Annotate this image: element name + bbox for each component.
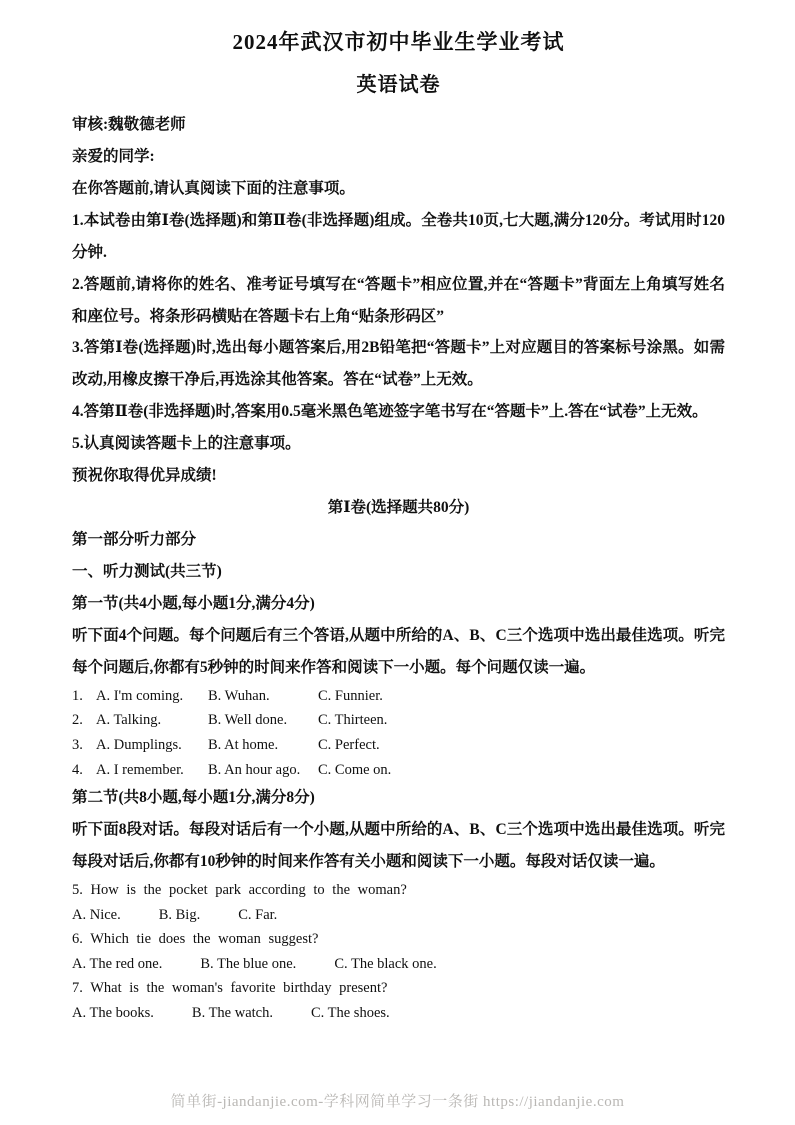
option-a: A. I remember. bbox=[96, 761, 184, 778]
option-b: B. Big. bbox=[158, 906, 201, 923]
option-c: C. The black one. bbox=[334, 955, 437, 972]
option-a: A. The books. bbox=[72, 1005, 154, 1022]
section1-heading: 第一节(共4小题,每小题1分,满分4分) bbox=[72, 594, 315, 612]
volume1-heading: 第Ⅰ卷(选择题共80分) bbox=[327, 499, 470, 517]
option-c: C. Come on. bbox=[318, 761, 392, 778]
question-2-options bbox=[72, 708, 725, 733]
greeting-line: 亲爱的同学: bbox=[72, 147, 155, 165]
option-b: B. Well done. bbox=[208, 712, 288, 729]
instruction-4: 4.答第Ⅱ卷(非选择题)时,答案用0.5毫米黑色笔迹签字笔书写在“答题卡”上.答在“试卷”上无效。 bbox=[72, 403, 708, 421]
option-c: C. The shoes. bbox=[310, 1005, 390, 1022]
option-c: C. Far. bbox=[238, 906, 278, 923]
option-c: C. Funnier. bbox=[318, 687, 383, 704]
section2-instructions: 听下面8段对话。每段对话后有一个小题,从题中所给的A、B、C三个选项中选出最佳选项。听完每段对话后,你都有10秒钟的时间来作答有关小题和阅读下一小题。每段对话仅读一遍。 bbox=[72, 821, 725, 870]
instruction-5: 5.认真阅读答题卡上的注意事项。 bbox=[72, 435, 301, 453]
question-3-options bbox=[72, 733, 725, 758]
wish-line: 预祝你取得优异成绩! bbox=[72, 467, 217, 485]
question-6-options bbox=[72, 952, 725, 977]
option-a: A. Dumplings. bbox=[96, 736, 182, 753]
option-a: A. I'm coming. bbox=[96, 687, 184, 704]
question-4-options bbox=[72, 758, 725, 783]
part1-heading: 第一部分听力部分 bbox=[72, 530, 197, 548]
option-a: A. Nice. bbox=[72, 906, 121, 923]
exam-title: 2024年武汉市初中毕业生学业考试 bbox=[232, 30, 565, 54]
question-5-options bbox=[72, 903, 725, 928]
option-b: B. The blue one. bbox=[200, 955, 297, 972]
question-number: 2. bbox=[72, 712, 83, 729]
question-number: 1. bbox=[72, 687, 83, 704]
notice-intro-line: 在你答题前,请认真阅读下面的注意事项。 bbox=[72, 179, 355, 197]
section2-heading: 第二节(共8小题,每小题1分,满分8分) bbox=[72, 789, 315, 807]
instruction-2: 2.答题前,请将你的姓名、准考证号填写在“答题卡”相应位置,并在“答题卡”背面左上角填写姓名和座位号。将条形码横贴在答题卡右上角“贴条形码区” bbox=[72, 275, 725, 325]
question-7-options bbox=[72, 1001, 725, 1026]
option-c: C. Perfect. bbox=[318, 736, 380, 753]
instruction-1: 1.本试卷由第Ⅰ卷(选择题)和第Ⅱ卷(非选择题)组成。全卷共10页,七大题,满分120分。考试用时120分钟. bbox=[72, 211, 725, 261]
option-b: B. The watch. bbox=[191, 1005, 273, 1022]
reviewer-line: 审核:魏敬德老师 bbox=[72, 116, 186, 133]
question-7-text: 7. What is the woman's favorite birthday present? bbox=[72, 980, 388, 997]
watermark-text: 简单街-jiandanjie.com-学科网简单学习一条街 https://jiandanjie.com bbox=[170, 1094, 625, 1110]
question-number: 3. bbox=[72, 736, 83, 753]
option-b: B. An hour ago. bbox=[208, 761, 301, 778]
question-number: 4. bbox=[72, 761, 83, 778]
question-5-text: 5. How is the pocket park according to the woman? bbox=[72, 881, 407, 898]
option-b: B. Wuhan. bbox=[208, 687, 270, 704]
option-a: A. Talking. bbox=[96, 712, 162, 729]
listening-test-heading: 一、听力测试(共三节) bbox=[72, 562, 222, 580]
option-a: A. The red one. bbox=[72, 955, 163, 972]
option-c: C. Thirteen. bbox=[318, 712, 388, 729]
instruction-3: 3.答第Ⅰ卷(选择题)时,选出每小题答案后,用2B铅笔把“答题卡”上对应题目的答案标号涂黑。如需改动,用橡皮擦干净后,再选涂其他答案。答在“试卷”上无效。 bbox=[72, 339, 725, 389]
question-6-text: 6. Which tie does the woman suggest? bbox=[72, 931, 319, 948]
option-b: B. At home. bbox=[208, 736, 279, 753]
exam-subtitle: 英语试卷 bbox=[356, 74, 441, 96]
question-1-options bbox=[72, 684, 725, 709]
section1-instructions: 听下面4个问题。每个问题后有三个答语,从题中所给的A、B、C三个选项中选出最佳选项。听完每个问题后,你都有5秒钟的时间来作答和阅读下一小题。每个问题仅读一遍。 bbox=[72, 626, 725, 676]
